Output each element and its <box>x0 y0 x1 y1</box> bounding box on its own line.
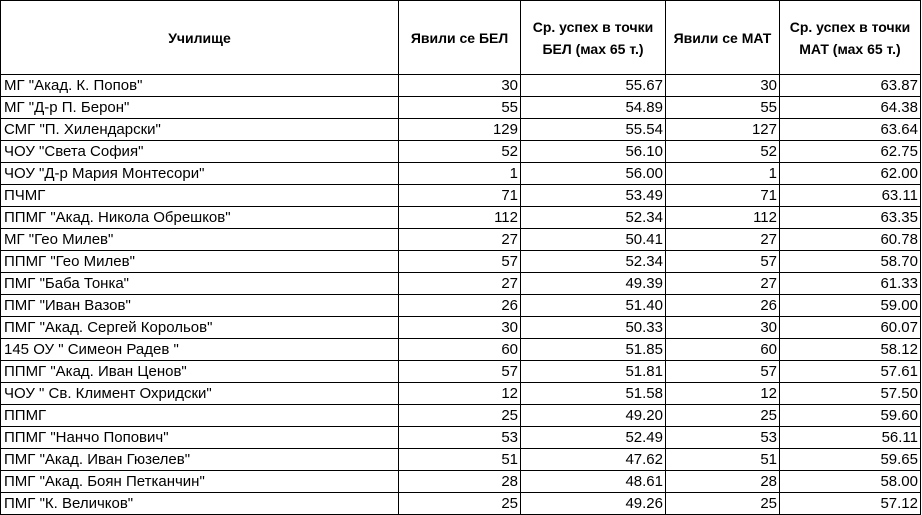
present-mat-cell: 71 <box>666 185 780 207</box>
table-row <box>1 251 921 273</box>
present-bel-cell: 12 <box>399 383 521 405</box>
table-row <box>1 471 921 493</box>
table-header <box>1 1 921 75</box>
avg-bel-cell: 55.67 <box>521 75 666 97</box>
present-mat-cell: 57 <box>666 251 780 273</box>
present-bel-cell: 27 <box>399 273 521 295</box>
avg-mat-cell: 63.11 <box>780 185 921 207</box>
table-row <box>1 493 921 515</box>
avg-mat-cell: 57.50 <box>780 383 921 405</box>
table-row <box>1 383 921 405</box>
present-bel-cell: 71 <box>399 185 521 207</box>
table-row <box>1 295 921 317</box>
table-row <box>1 449 921 471</box>
header-avg-mat: Ср. успех в точки МАТ (мах 65 т.) <box>780 1 921 75</box>
present-bel-cell: 112 <box>399 207 521 229</box>
header-row <box>1 1 921 75</box>
avg-mat-cell: 60.07 <box>780 317 921 339</box>
school-name-cell: МГ "Акад. К. Попов" <box>1 75 399 97</box>
avg-mat-cell: 57.12 <box>780 493 921 515</box>
present-bel-cell: 57 <box>399 251 521 273</box>
present-mat-cell: 53 <box>666 427 780 449</box>
avg-mat-cell: 62.00 <box>780 163 921 185</box>
table-row <box>1 273 921 295</box>
present-bel-cell: 1 <box>399 163 521 185</box>
avg-bel-cell: 49.39 <box>521 273 666 295</box>
school-name-cell: ПМГ "К. Величков" <box>1 493 399 515</box>
table-row <box>1 405 921 427</box>
avg-bel-cell: 55.54 <box>521 119 666 141</box>
avg-mat-cell: 59.00 <box>780 295 921 317</box>
avg-bel-cell: 48.61 <box>521 471 666 493</box>
present-bel-cell: 25 <box>399 405 521 427</box>
present-bel-cell: 27 <box>399 229 521 251</box>
school-name-cell: ЧОУ "Света София" <box>1 141 399 163</box>
avg-bel-cell: 51.85 <box>521 339 666 361</box>
avg-mat-cell: 57.61 <box>780 361 921 383</box>
avg-bel-cell: 53.49 <box>521 185 666 207</box>
present-bel-cell: 25 <box>399 493 521 515</box>
school-name-cell: ПМГ "Баба Тонка" <box>1 273 399 295</box>
present-mat-cell: 112 <box>666 207 780 229</box>
table-row <box>1 427 921 449</box>
present-bel-cell: 129 <box>399 119 521 141</box>
school-name-cell: ПМГ "Иван Вазов" <box>1 295 399 317</box>
school-name-cell: 145 ОУ " Симеон Радев " <box>1 339 399 361</box>
avg-bel-cell: 52.34 <box>521 251 666 273</box>
avg-mat-cell: 58.12 <box>780 339 921 361</box>
table-row <box>1 339 921 361</box>
header-avg-bel: Ср. успех в точки БЕЛ (мах 65 т.) <box>521 1 666 75</box>
present-bel-cell: 30 <box>399 75 521 97</box>
present-mat-cell: 51 <box>666 449 780 471</box>
present-mat-cell: 27 <box>666 229 780 251</box>
school-name-cell: МГ "Гео Милев" <box>1 229 399 251</box>
present-bel-cell: 53 <box>399 427 521 449</box>
table-row <box>1 317 921 339</box>
school-name-cell: ПЧМГ <box>1 185 399 207</box>
present-mat-cell: 57 <box>666 361 780 383</box>
avg-mat-cell: 64.38 <box>780 97 921 119</box>
school-name-cell: ЧОУ " Св. Климент Охридски" <box>1 383 399 405</box>
avg-bel-cell: 50.41 <box>521 229 666 251</box>
present-mat-cell: 25 <box>666 405 780 427</box>
avg-bel-cell: 52.49 <box>521 427 666 449</box>
avg-bel-cell: 50.33 <box>521 317 666 339</box>
avg-mat-cell: 61.33 <box>780 273 921 295</box>
avg-mat-cell: 59.65 <box>780 449 921 471</box>
avg-mat-cell: 63.35 <box>780 207 921 229</box>
present-mat-cell: 30 <box>666 75 780 97</box>
avg-bel-cell: 51.40 <box>521 295 666 317</box>
avg-bel-cell: 56.10 <box>521 141 666 163</box>
present-mat-cell: 30 <box>666 317 780 339</box>
table-row <box>1 229 921 251</box>
present-mat-cell: 27 <box>666 273 780 295</box>
table-body <box>1 75 921 515</box>
avg-bel-cell: 47.62 <box>521 449 666 471</box>
school-name-cell: СМГ "П. Хилендарски" <box>1 119 399 141</box>
table-row <box>1 185 921 207</box>
present-bel-cell: 28 <box>399 471 521 493</box>
present-bel-cell: 60 <box>399 339 521 361</box>
avg-mat-cell: 60.78 <box>780 229 921 251</box>
header-present-mat: Явили се МАТ <box>666 1 780 75</box>
table-row <box>1 361 921 383</box>
present-bel-cell: 26 <box>399 295 521 317</box>
avg-bel-cell: 49.20 <box>521 405 666 427</box>
school-name-cell: ПМГ "Акад. Боян Петканчин" <box>1 471 399 493</box>
avg-bel-cell: 51.81 <box>521 361 666 383</box>
avg-bel-cell: 52.34 <box>521 207 666 229</box>
avg-bel-cell: 54.89 <box>521 97 666 119</box>
school-name-cell: ППМГ "Акад. Никола Обрешков" <box>1 207 399 229</box>
table-row <box>1 119 921 141</box>
school-name-cell: ППМГ <box>1 405 399 427</box>
table-row <box>1 207 921 229</box>
avg-mat-cell: 63.87 <box>780 75 921 97</box>
header-school: Училище <box>1 1 399 75</box>
present-bel-cell: 55 <box>399 97 521 119</box>
table-row <box>1 141 921 163</box>
table-row <box>1 75 921 97</box>
table-row <box>1 97 921 119</box>
present-mat-cell: 127 <box>666 119 780 141</box>
present-mat-cell: 60 <box>666 339 780 361</box>
present-bel-cell: 51 <box>399 449 521 471</box>
avg-mat-cell: 63.64 <box>780 119 921 141</box>
avg-bel-cell: 49.26 <box>521 493 666 515</box>
present-mat-cell: 25 <box>666 493 780 515</box>
avg-mat-cell: 58.70 <box>780 251 921 273</box>
present-mat-cell: 55 <box>666 97 780 119</box>
avg-bel-cell: 56.00 <box>521 163 666 185</box>
present-mat-cell: 12 <box>666 383 780 405</box>
school-name-cell: ЧОУ "Д-р Мария Монтесори" <box>1 163 399 185</box>
present-mat-cell: 26 <box>666 295 780 317</box>
avg-bel-cell: 51.58 <box>521 383 666 405</box>
present-bel-cell: 57 <box>399 361 521 383</box>
school-name-cell: ПМГ "Акад. Иван Гюзелев" <box>1 449 399 471</box>
present-bel-cell: 30 <box>399 317 521 339</box>
school-name-cell: ППМГ "Нанчо Попович" <box>1 427 399 449</box>
table-row <box>1 163 921 185</box>
present-mat-cell: 1 <box>666 163 780 185</box>
avg-mat-cell: 56.11 <box>780 427 921 449</box>
present-bel-cell: 52 <box>399 141 521 163</box>
present-mat-cell: 28 <box>666 471 780 493</box>
school-name-cell: ППМГ "Акад. Иван Ценов" <box>1 361 399 383</box>
school-name-cell: ППМГ "Гео Милев" <box>1 251 399 273</box>
avg-mat-cell: 58.00 <box>780 471 921 493</box>
school-name-cell: МГ "Д-р П. Берон" <box>1 97 399 119</box>
header-present-bel: Явили се БЕЛ <box>399 1 521 75</box>
avg-mat-cell: 62.75 <box>780 141 921 163</box>
present-mat-cell: 52 <box>666 141 780 163</box>
avg-mat-cell: 59.60 <box>780 405 921 427</box>
school-name-cell: ПМГ "Акад. Сергей Корольов" <box>1 317 399 339</box>
